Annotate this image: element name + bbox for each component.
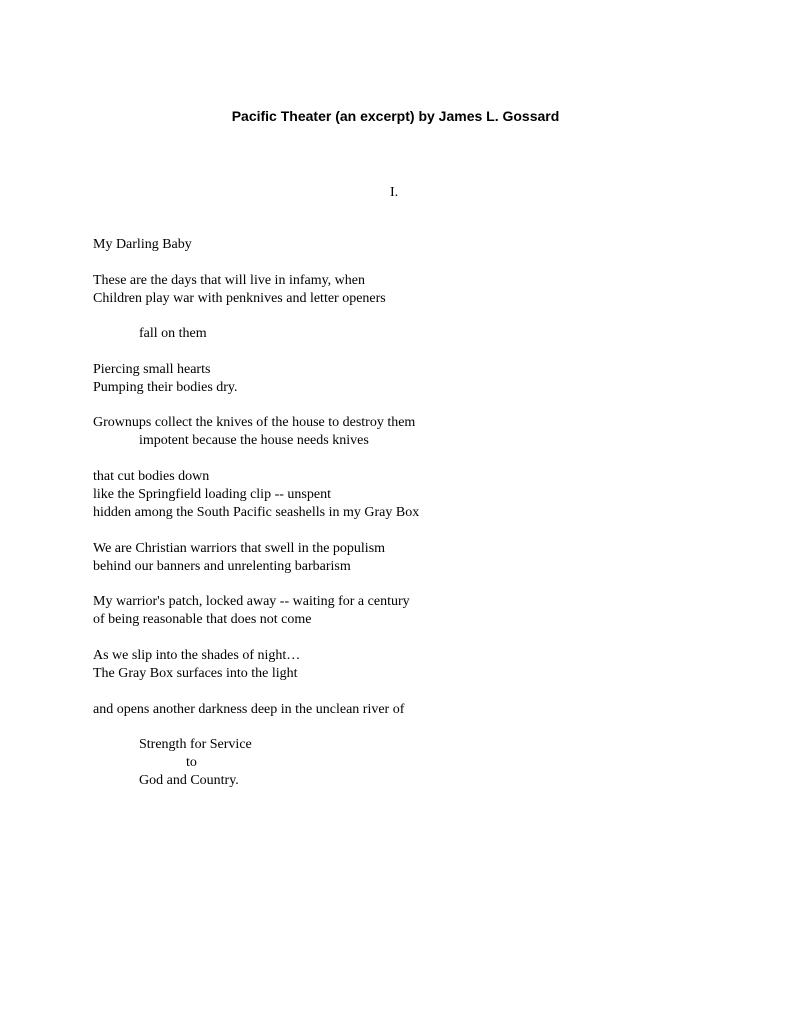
poem-line: of being reasonable that does not come [93,612,312,627]
poem-line: These are the days that will live in infamy, when [93,273,366,288]
poem-line: Grownups collect the knives of the house to destroy them [93,415,416,430]
poem-line: that cut bodies down [93,469,210,484]
poem-line: behind our banners and unrelenting barbarism [93,559,351,574]
poem-line: As we slip into the shades of night… [93,648,301,663]
poem-line: hidden among the South Pacific seashells in my Gray Box [93,505,420,520]
page-title [0,106,791,126]
poem-line: Strength for Service [139,737,252,752]
poem-line: fall on them [139,326,207,341]
poem-line: We are Christian warriors that swell in the populism [93,541,386,556]
poem-line: Piercing small hearts [93,362,211,377]
poem-line: impotent because the house needs knives [139,433,369,448]
poem-line: like the Springfield loading clip -- unspent [93,487,331,502]
poem-line: God and Country. [139,773,239,788]
poem-line: Pumping their bodies dry. [93,380,238,395]
salutation: My Darling Baby [93,237,192,252]
poem-line: to [186,755,197,770]
section-number: I. [390,185,399,200]
poem-line: The Gray Box surfaces into the light [93,666,298,681]
poem-line: Children play war with penknives and letter openers [93,291,386,306]
poem-line: and opens another darkness deep in the unclean river of [93,702,405,717]
title-text: Pacific Theater (an excerpt) by James L. Gossard [231,108,560,124]
poem-line: My warrior's patch, locked away -- waiting for a century [93,594,410,609]
